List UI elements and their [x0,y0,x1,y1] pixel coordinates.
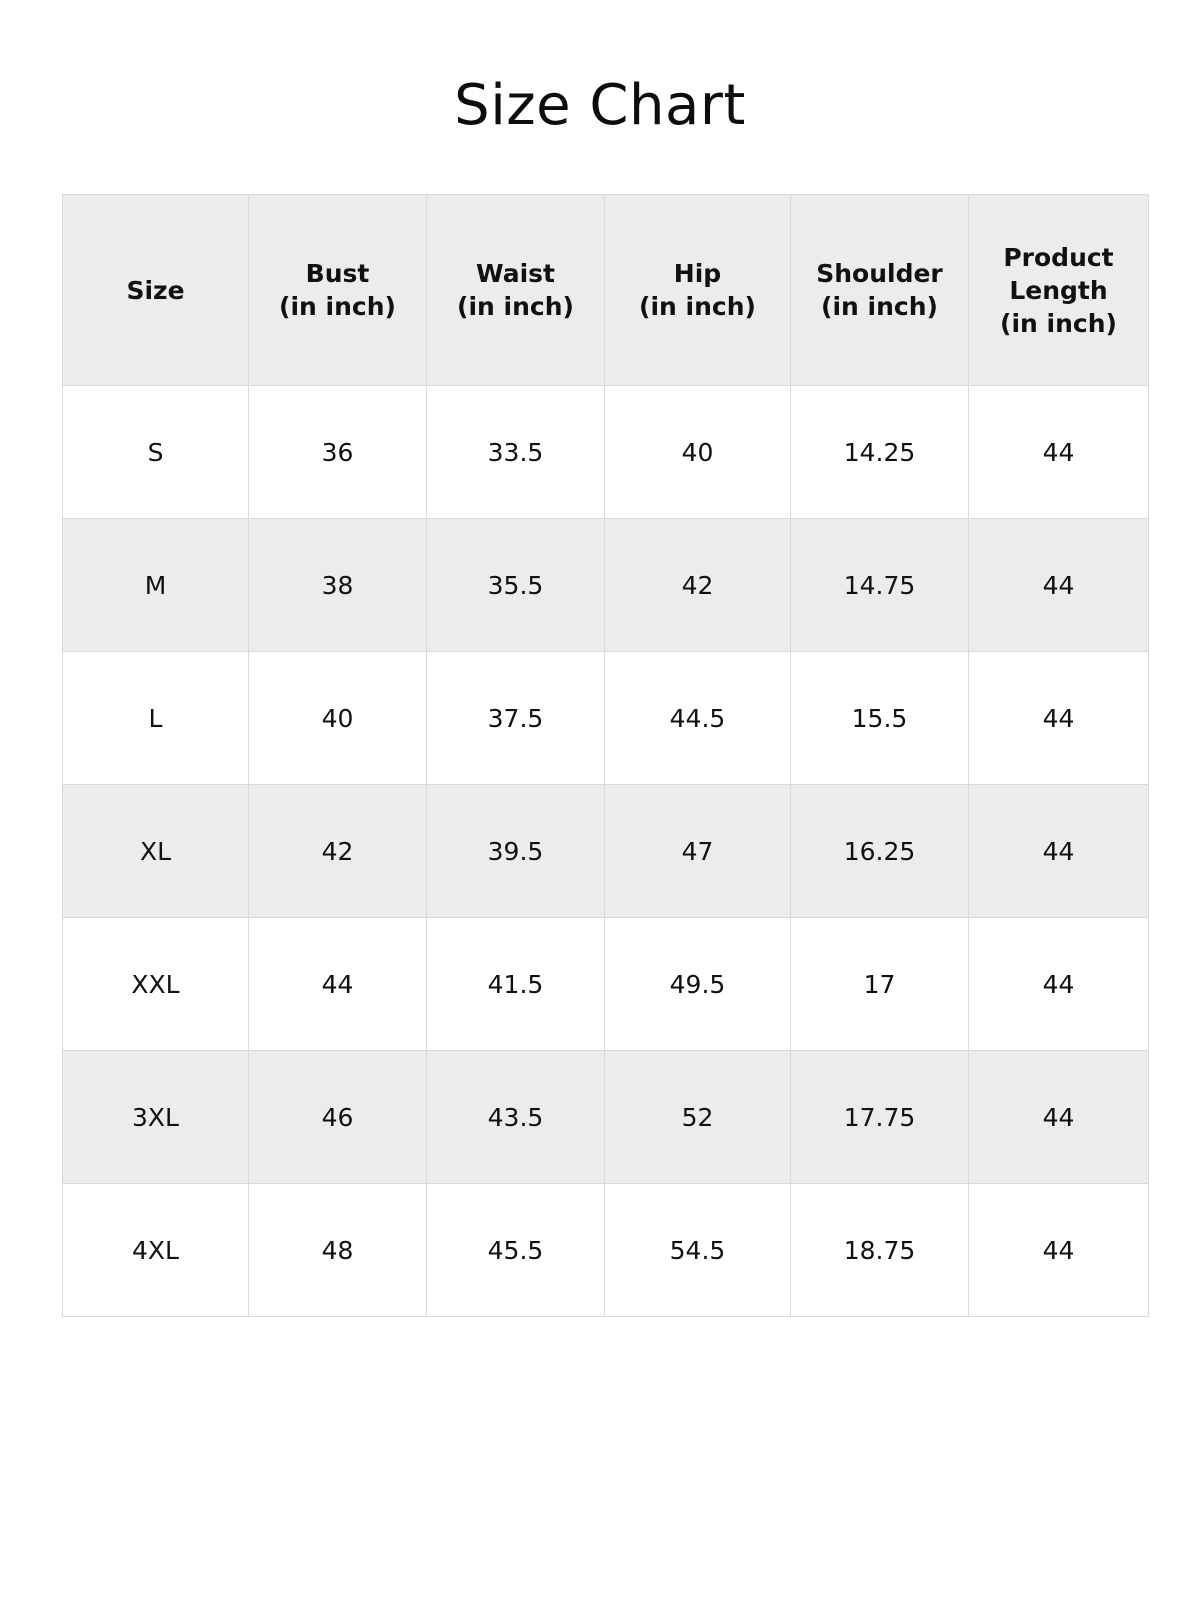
cell-waist: 43.5 [427,1051,605,1184]
cell-size: XXL [63,918,249,1051]
cell-bust: 46 [249,1051,427,1184]
cell-waist: 33.5 [427,386,605,519]
size-chart-table-container [62,134,1138,1317]
cell-waist: 37.5 [427,652,605,785]
page-title: Size Chart [454,73,746,138]
column-header-product-length [969,195,1149,386]
cell-hip: 40 [605,386,791,519]
column-header-waist-line1: Waist [476,259,555,288]
cell-shoulder: 16.25 [791,785,969,918]
column-header-shoulder [791,195,969,386]
cell-product-length: 44 [969,918,1149,1051]
cell-product-length: 44 [969,652,1149,785]
cell-bust: 42 [249,785,427,918]
table-body [63,386,1149,1317]
column-header-waist [427,195,605,386]
cell-product-length: 44 [969,1184,1149,1317]
column-header-bust-line2: (in inch) [279,292,396,321]
cell-shoulder: 17.75 [791,1051,969,1184]
cell-product-length: 44 [969,519,1149,652]
cell-shoulder: 15.5 [791,652,969,785]
cell-product-length: 44 [969,1051,1149,1184]
cell-size: 3XL [63,1051,249,1184]
table-row [63,652,1149,785]
cell-bust: 36 [249,386,427,519]
column-header-hip-line1: Hip [673,259,722,288]
cell-size: XL [63,785,249,918]
cell-bust: 44 [249,918,427,1051]
column-header-waist-line2: (in inch) [457,292,574,321]
cell-hip: 44.5 [605,652,791,785]
table-row [63,519,1149,652]
cell-shoulder: 18.75 [791,1184,969,1317]
column-header-product-length-line2: (in inch) [1000,308,1117,338]
table-row [63,1051,1149,1184]
column-header-size-line1: Size [126,275,185,305]
cell-waist: 41.5 [427,918,605,1051]
cell-bust: 40 [249,652,427,785]
cell-size: L [63,652,249,785]
table-row [63,918,1149,1051]
column-header-product-length-line1: Product Length [1003,242,1114,305]
size-chart-table [62,194,1149,1317]
cell-product-length: 44 [969,785,1149,918]
column-header-hip-line2: (in inch) [639,292,756,321]
cell-hip: 52 [605,1051,791,1184]
cell-hip: 54.5 [605,1184,791,1317]
table-header-row [63,195,1149,386]
cell-size: M [63,519,249,652]
cell-waist: 35.5 [427,519,605,652]
cell-size: 4XL [63,1184,249,1317]
cell-shoulder: 14.75 [791,519,969,652]
cell-shoulder: 14.25 [791,386,969,519]
cell-hip: 42 [605,519,791,652]
cell-product-length: 44 [969,386,1149,519]
cell-hip: 49.5 [605,918,791,1051]
table-row [63,785,1149,918]
cell-shoulder: 17 [791,918,969,1051]
table-header [63,195,1149,386]
column-header-size [63,195,249,386]
cell-waist: 45.5 [427,1184,605,1317]
column-header-shoulder-line1: Shoulder [816,259,943,288]
cell-bust: 48 [249,1184,427,1317]
column-header-shoulder-line2: (in inch) [821,292,938,321]
table-row [63,386,1149,519]
cell-bust: 38 [249,519,427,652]
table-row [63,1184,1149,1317]
cell-waist: 39.5 [427,785,605,918]
column-header-bust [249,195,427,386]
cell-hip: 47 [605,785,791,918]
column-header-hip [605,195,791,386]
cell-size: S [63,386,249,519]
column-header-bust-line1: Bust [305,259,370,288]
